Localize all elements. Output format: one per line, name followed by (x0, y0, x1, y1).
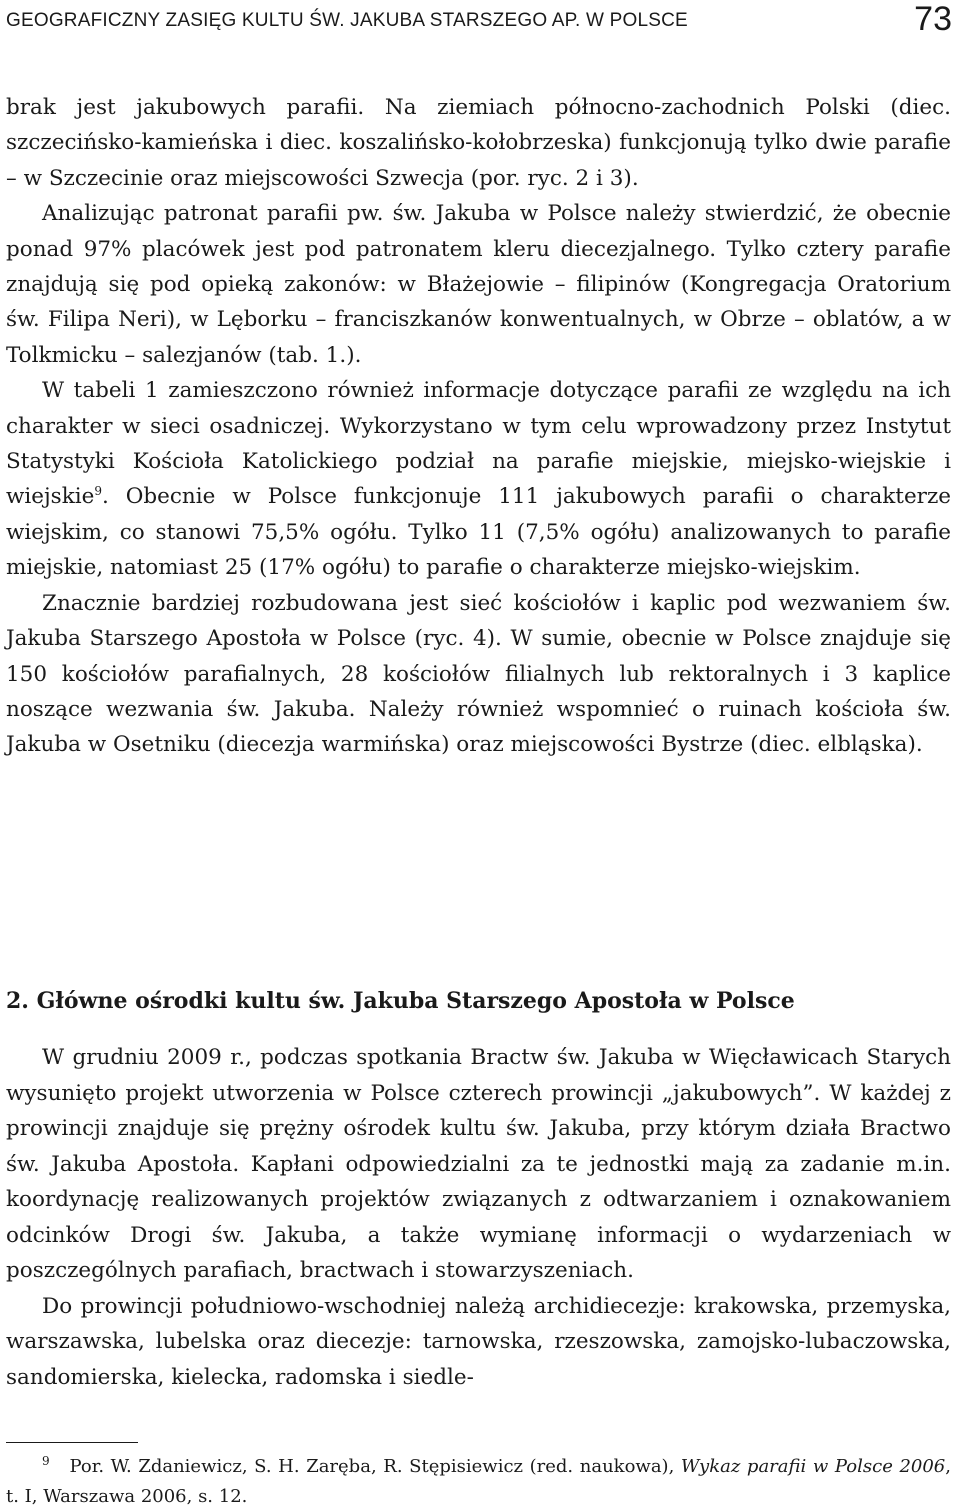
footnote-separator (6, 1442, 138, 1443)
paragraph-southeast-province: Do prowincji południowo-wschodniej należą archidiecezje: krakowska, przemyska, warszawska, lubelska oraz diecezje: tarnowska, rzeszowska, zamojsko-lubaczowska, sandomierska, kielecka, radomska i siedle- (6, 1293, 951, 1390)
running-head: GEOGRAFICZNY ZASIĘG KULTU ŚW. JAKUBA STARSZEGO AP. W POLSCE (6, 10, 688, 31)
paragraph-table-info-continued: . Obecnie w Polsce funkcjonuje 111 jakubowych parafii o charakterze wiejskim, co stanowi 75,5% ogółu. Tylko 11 (7,5% ogółu) analizowanych to parafie miejskie, natomiast 25 (17% ogółu) to parafie o charakterze miejsko-wiejskim. (6, 484, 951, 581)
page-number: 73 (914, 0, 952, 38)
footnote-reference[interactable]: 9 (94, 484, 102, 499)
footnote (6, 1452, 951, 1512)
page-header (6, 0, 952, 44)
footnote-citation-end: , t. I, Warszawa 2006, s. 12. (6, 1456, 951, 1507)
paragraph-table-info-text: W tabeli 1 zamieszczono również informacje dotyczące parafii ze względu na ich charakter w sieci osadniczej. Wykorzystano w tym celu wprowadzony przez Instytut Statystyki Kościoła Katolickiego podział na parafie miejskie, miejsko-wiejskie i wiejskie (6, 378, 951, 510)
section-body (6, 1040, 951, 1395)
paragraph-table-info (6, 373, 951, 585)
footnote-citation: Por. W. Zdaniewicz, S. H. Zaręba, R. Stępisiewicz (red. naukowa), (69, 1456, 681, 1477)
body-text (6, 90, 951, 763)
paragraph-churches: Znacznie bardziej rozbudowana jest sieć kościołów i kaplic pod wezwaniem św. Jakuba Starszego Apostoła w Polsce (ryc. 4). W sumie, obecnie w Polsce znajduje się 150 kościołów parafialnych, 28 kościołów filialnych lub rektoralnych i 3 kaplice noszące wezwania św. Jakuba. Należy również wspomnieć o ruinach kościoła św. Jakuba w Osetniku (diecezja warmińska) oraz miejscowości Bystrze (diec. elbląska). (6, 590, 951, 758)
section-heading: 2. Główne ośrodki kultu św. Jakuba Starszego Apostoła w Polsce (6, 988, 795, 1014)
paragraph-patronage: Analizując patronat parafii pw. św. Jakuba w Polsce należy stwierdzić, że obecnie ponad 97% placówek jest pod patronatem kleru diecezjalnego. Tylko cztery parafie znajdują się pod opieką zakonów: w Błażejowie – filipinów (Kongregacja Oratorium św. Filipa Neri), w Lęborku – franciszkanów konwentualnych, w Obrze – oblatów, a w Tolkmicku – salezjanów (tab. 1.). (6, 201, 951, 368)
footnote-mark: 9 (42, 1454, 50, 1468)
footnote-title: Wykaz parafii w Polsce 2006 (680, 1456, 946, 1477)
paragraph-provinces: W grudniu 2009 r., podczas spotkania Bractw św. Jakuba w Więcławicach Starych wysunięto projekt utworzenia w Polsce czterech prowincji „jakubowych”. W każdej z prowincji znajduje się prężny ośrodek kultu św. Jakuba, przy którym działa Bractwo św. Jakuba Apostoła. Kapłani odpowiedzialni za te jednostki mają za zadanie m.in. koordynację realizowanych projektów związanych z odtwarzaniem i oznakowaniem odcinków Drogi św. Jakuba, a także wymianę informacji o wydarzeniach w poszczególnych parafiach, bractwach i stowarzyszeniach. (6, 1045, 951, 1283)
footnote-text (6, 1452, 951, 1512)
paragraph-continuation: brak jest jakubowych parafii. Na ziemiach północno-zachodnich Polski (diec. szczecińsko-kamieńska i diec. koszalińsko-kołobrzeska) funkcjonują tylko dwie parafie – w Szczecinie oraz miejscowości Szwecja (por. ryc. 2 i 3). (6, 95, 951, 191)
